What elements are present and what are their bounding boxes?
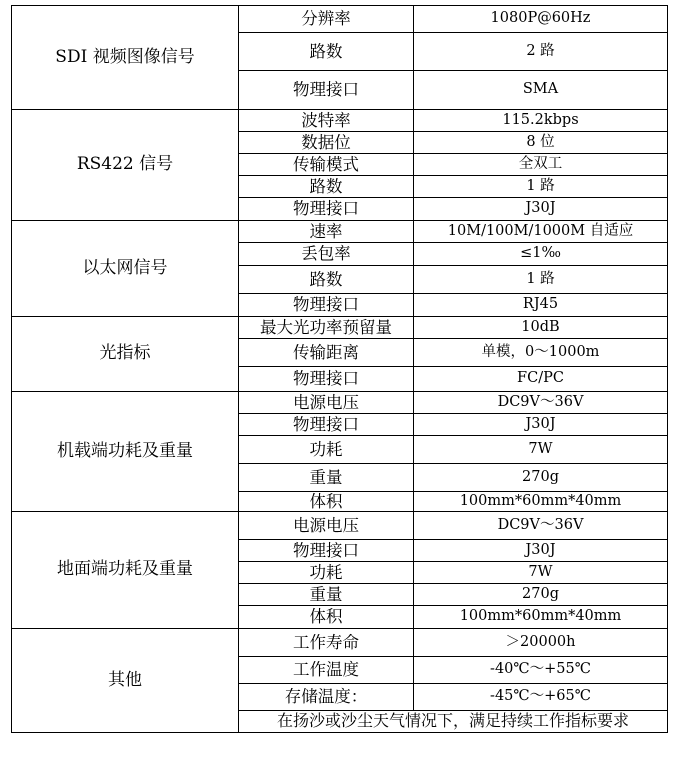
row-value: 7W <box>414 436 668 464</box>
row-value: 270g <box>414 464 668 492</box>
row-label: 重量 <box>239 584 414 606</box>
table-row <box>12 110 668 132</box>
row-label: 物理接口 <box>239 294 414 317</box>
row-label: 物理接口 <box>239 414 414 436</box>
row-label: 工作温度 <box>239 657 414 684</box>
group-label: 机载端功耗及重量 <box>12 392 239 512</box>
spec-table <box>11 5 668 733</box>
row-label: 存储温度： <box>239 684 414 711</box>
row-label: 数据位 <box>239 132 414 154</box>
row-label: 路数 <box>239 33 414 71</box>
row-value: 8 位 <box>414 132 668 154</box>
note-text: 在扬沙或沙尘天气情况下，满足持续工作指标要求 <box>239 711 668 733</box>
row-value: -40℃～+55℃ <box>414 657 668 684</box>
row-value: SMA <box>414 71 668 110</box>
group-label: RS422 信号 <box>12 110 239 221</box>
row-value: 1 路 <box>414 266 668 294</box>
row-value: J30J <box>414 414 668 436</box>
table-row <box>12 221 668 243</box>
row-label: 波特率 <box>239 110 414 132</box>
row-label: 工作寿命 <box>239 629 414 657</box>
row-label: 重量 <box>239 464 414 492</box>
row-label: 物理接口 <box>239 71 414 110</box>
row-label: 最大光功率预留量 <box>239 317 414 339</box>
row-value: 10dB <box>414 317 668 339</box>
row-label: 传输距离 <box>239 339 414 367</box>
row-value: 1080P@60Hz <box>414 6 668 33</box>
row-value: 7W <box>414 562 668 584</box>
row-label: 电源电压 <box>239 392 414 414</box>
row-value: 1 路 <box>414 176 668 198</box>
row-label: 分辨率 <box>239 6 414 33</box>
row-value: 10M/100M/1000M 自适应 <box>414 221 668 243</box>
row-value: 270g <box>414 584 668 606</box>
row-label: 物理接口 <box>239 540 414 562</box>
row-value: 100mm*60mm*40mm <box>414 606 668 629</box>
row-value: 单模，0～1000m <box>414 339 668 367</box>
row-value: 全双工 <box>414 154 668 176</box>
group-label: 其他 <box>12 629 239 733</box>
group-label: 光指标 <box>12 317 239 392</box>
row-value: DC9V～36V <box>414 392 668 414</box>
row-label: 传输模式 <box>239 154 414 176</box>
row-value: 2 路 <box>414 33 668 71</box>
row-value: FC/PC <box>414 367 668 392</box>
row-value: 100mm*60mm*40mm <box>414 492 668 512</box>
group-label: SDI 视频图像信号 <box>12 6 239 110</box>
row-value: J30J <box>414 540 668 562</box>
row-label: 功耗 <box>239 562 414 584</box>
row-label: 物理接口 <box>239 367 414 392</box>
row-value: 115.2kbps <box>414 110 668 132</box>
row-value: J30J <box>414 198 668 221</box>
group-label: 地面端功耗及重量 <box>12 512 239 629</box>
row-label: 速率 <box>239 221 414 243</box>
row-label: 电源电压 <box>239 512 414 540</box>
row-label: 丢包率 <box>239 243 414 266</box>
row-value: ≤1‰ <box>414 243 668 266</box>
row-value: -45℃～+65℃ <box>414 684 668 711</box>
table-row <box>12 512 668 540</box>
group-label: 以太网信号 <box>12 221 239 317</box>
row-value: DC9V～36V <box>414 512 668 540</box>
row-value: ＞20000h <box>414 629 668 657</box>
row-label: 物理接口 <box>239 198 414 221</box>
row-label: 路数 <box>239 266 414 294</box>
row-label: 体积 <box>239 492 414 512</box>
row-label: 功耗 <box>239 436 414 464</box>
row-label: 体积 <box>239 606 414 629</box>
table-row <box>12 6 668 33</box>
table-row <box>12 392 668 414</box>
row-value: RJ45 <box>414 294 668 317</box>
row-label: 路数 <box>239 176 414 198</box>
table-row <box>12 629 668 657</box>
table-row <box>12 317 668 339</box>
